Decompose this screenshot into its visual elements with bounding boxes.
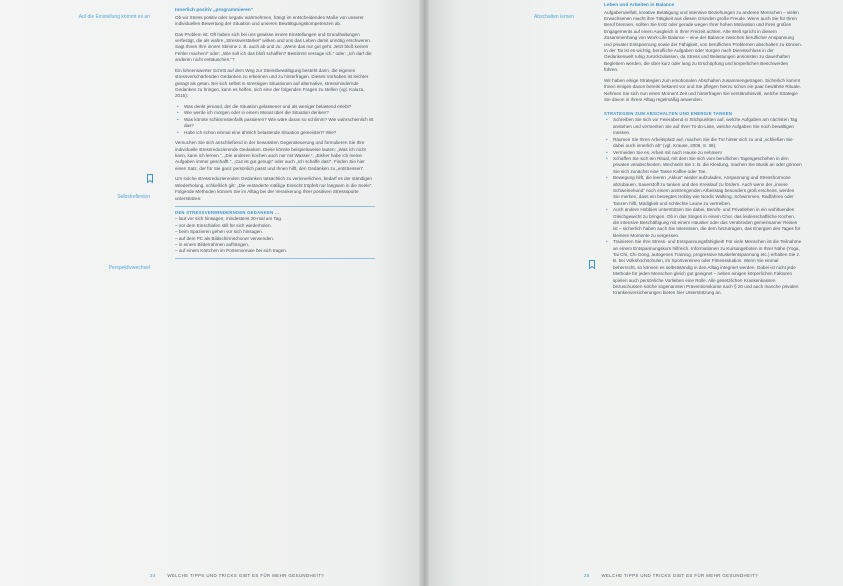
paragraph: Das Problem ist: Oft haben sich bei uns gewisse innere Einstellungen und Grundhaltungen verfestigt, die als wahre „Stressverstärker“ wirken und uns das Leben damit unnötig erschweren. Sagt Ihnen Ihre innere Stimme z. B. auch ab und zu: „Wenn das nur gut geht. Jetzt bloß keinen Fehler machen!“ oder: „Wie soll ich das bloß schaffen? Bestimmt versage ich.“ oder: „Ich darf die anderen nicht enttäuschen.“?: [175, 31, 372, 63]
list-item: • Räumen Sie Ihren Arbeitsplatz auf, machen Sie die Tür hinter sich zu und „schließen Sie dabei auch innerlich ab“ (vgl. Krause, 2008, S. 38).: [613, 137, 802, 150]
list-item: – auf einem Kärtchen im Portemonnaie bei sich tragen.: [175, 248, 288, 254]
section-title: Leben und Arbeiten in Balance: [604, 3, 675, 8]
list-item: • Was denkt jemand, der die Situation gelassener und als weniger belastend erlebt?: [184, 104, 375, 110]
list-item: – auf dem PC als Bildschirmschoner verwenden.: [175, 235, 275, 241]
list-item: • Was könnte schlimmstenfalls passieren? Wie wäre daran so schlimm? Wie wahrscheinlich ist das?: [184, 117, 375, 130]
paragraph: Aufgabenvielfalt, kreative Betätigung und intensive Beziehungen zu anderen Menschen – vielen Erwachsenen macht ihre Tätigkeit aus diesen Gründen große Freude. Wenn auch Sie für Ihren Beruf brennen, sollten Sie trotz oder gerade wegen Ihrer hohen Motivation und Ihres großen Engagements auf einen Ausgleich in Ihrer Freizeit achten. Alte Welt spricht in diesem Zusammenhang von Work-Life Balance – eine der Balance zwischen beruflicher Anspannung und privater Entspannung sowie der Fähigkeit, von beruflichen Problemen abschalten zu können. In der Tat ist es wichtig, berufliche Aufgaben oder Sorgen nach Dienstschluss in der Gedankenwelt ruhig zurückzulassen, da Stress und Belastungen ansonsten zu dauerhaften Begleitern werden, die über kurz oder lang zu Erschöpfung und körperlichen Beschwerden führen.: [604, 9, 802, 73]
list-item: – vor dem Einschlafen still für sich wiederholen.: [175, 222, 272, 228]
list-item: • Trainieren Sie Ihre Stress- und Entspannungsfähigkeit! Für viele Menschen ist die Teilnahme an einem Entspannungskurs hilfreich. Informationen zu Kursangeboten in Ihrer Nähe (Yoga, Tai Chi, Chi Gong, autogenes Training, progressive Muskelentspannung etc.) erhalten Sie z. B. bei Volkshochschulen, im Sportvereinen oder Fitnessstudios. Wenn Sie einmal beherrscht, so können es selbstständig in den Alltag integriert werden. Dabei ist nicht jede Methode für jeden Menschen gleich gut geeignet – neben einigen körperlichen Faktoren spielen auch persönliche Vorlieben eine Rolle. Alle gesetzlichen Krankenkassen bezuschussen solche sogenannten Präventionskurse nach § 20 und auch manche privaten Krankenversicherungen bieten hier Unterstützung an.: [613, 239, 802, 297]
section-title: Innerlich positiv „programmieren“: [175, 8, 254, 13]
running-title: WELCHE TIPPS UND TRICKS GIBT ES FÜR MEHR GESUNDHEIT?: [167, 573, 324, 578]
list-item: – in einem Bilderrahmen aufhängen.: [175, 241, 250, 247]
paragraph: Ein lohnenswerter Schritt auf dem Weg zur Stressbewältigung besteht darin, die eigenen stressverschärfenden Gedanken zu erkennen und zu hinterfragen. Dieses Vorhaben ist leichter gesagt als getan. Bei sich selbst in stressigen Situationen auf alternative, stressmindernde Gedanken zu bringen, kann es helfen, sich eine der folgenden Fragen zu stellen (vgl. Kaluza, 2015):: [175, 67, 369, 99]
list-item: • Vermeiden Sie es, Arbeit mit nach Hause zu nehmen!: [613, 150, 802, 156]
margin-note-selbstreflexion: Selbstreflexion: [117, 194, 150, 200]
list-item: – beim Spazieren gehen vor sich hinsagen.: [175, 229, 264, 235]
paragraph: Wir haben einige Strategien zum emotionalen Abschalten zusammengetragen. Sicherlich kommt Ihnen einiges davon bereits bekannt vor und Sie pflegen hierzu schon ein paar bewährte Rituale. Nehmen Sie sich nun einen Moment Zeit und hinterfragen Sie verständnisvoll, welche Strategie Sie davon in Ihrem Alltag regelmäßig anwenden.: [604, 77, 801, 103]
list-item: • Wie werde ich morgen oder in einem Monat über die Situation denken?: [184, 110, 375, 116]
left-column: [175, 8, 375, 259]
right-column: [604, 3, 802, 301]
margin-note-einstellung: Auf die Einstellung kommt es an: [78, 14, 150, 20]
page-number: 25: [584, 573, 590, 578]
list-item: • Schreiben Sie sich vor Feierabend in Stichpunkten auf, welche Aufgaben am nächsten Tag anstehen und vermerken Sie auf Ihrer To-do-Liste, welche Aufgaben Sie noch bewältigen müssen.: [613, 117, 802, 136]
list-item: • Auch andere Hobbies unterstützen Sie dabei, Berufs- und Privatleben in ein wohltuendes Gleichgewicht zu bringen. Ob in das Singen in einem Chor, das leidenschaftliche Kochen, die intensive Beschäftigung mit einem Haustier oder das Verabreden gemeinsamer Reisen ist – sicherlich haben auch Sie Interessen, die dem hinzutragen, das Energien des Tages für kleinere Momente zu vergessen.: [613, 207, 802, 239]
paragraph: Ob wir Stress positiv oder negativ wahrnehmen, hängt im entscheidenden Maße von unserer individuellen Bewertung der Situation und unseren Bewältigungskompetenzen ab.: [175, 14, 364, 26]
page-footer: [150, 573, 324, 578]
paragraph: Versuchen Sie sich anschließend in der bewussten Gegensteuerung und formulieren Sie Ihre individuelle stressreduzierende Gedanken. Diese könnte beispielsweise lauten: „Was ich nicht kann, kann ich lernen.“, „Die anderen kochen auch nur mit Wasser.“, „Bisher habe ich meine Aufgaben immer geschafft.“, „Gut ist gut genug!“ oder auch „Ich schaffe das!“. Finden Sie hier einen Satz, der für Sie ganz persönlich passt und Ihnen hilft, den Gedanken zu „entstressen“.: [175, 140, 366, 171]
tip-box-title: DEN STRESSVERMINDERNDEN GEDANKEN …: [175, 210, 280, 216]
list-item: • Schaffen Sie sich ein Ritual, mit dem Sie sich vom beruflichen Tagesgeschehen in den privaten verabschieden. Wechseln Sie z. B. die Kleidung, machen Sie Musik an oder gönnen Sie sich zunächst eine Tasse Kaffee oder Tee.: [613, 156, 802, 175]
right-page: [424, 0, 843, 586]
margin-note-perspektivwechsel: Perspektivwechsel: [108, 265, 150, 271]
list-item: • Habe ich schon einmal eine ähnlich belastende Situation gemeistert? Wie?: [184, 130, 375, 136]
strategy-list: [604, 117, 802, 296]
running-title: WELCHE TIPPS UND TRICKS GIBT ES FÜR MEHR GESUNDHEIT?: [601, 573, 758, 578]
margin-note-abschalten: Abschalten lernen: [533, 14, 574, 20]
bookmark-icon: [589, 260, 595, 269]
tip-box-list: [175, 216, 375, 254]
page-footer: [584, 573, 758, 578]
tip-box: [175, 206, 375, 258]
question-list: [175, 104, 375, 136]
list-title: STRATEGIEN ZUM ABSCHALTEN UND ENERGIE TANKEN: [604, 111, 733, 117]
page-number: 24: [150, 573, 156, 578]
book-gutter: [419, 0, 429, 586]
list-item: • Bewegung hilft, die leeren „Akkus“ wieder aufzuladen, Anspannung und Stresshormone abzubauen, Sauerstoff zu tanken und den Kreislauf zu fördern. Auch wenn der „innere Schweinehund“ noch einem anstrengenden Arbeitstag besonders groß erscheint, werden Sie merken, dass ein bewegtes Hobby wie Nordic Walking, Schwimmen, Radfahren oder Tanzen hilft, Müdigkeit und schlechte Laune zu vertreiben.: [613, 175, 802, 207]
bookmark-icon: [147, 174, 153, 183]
paragraph: Um solche stressreduzierenden Gedanken tatsächlich zu verinnerlichen, bedarf es der ständigen Wiederholung, schließlich gilt: „Die veränderte mäßige Einsicht tröpfelt nur langsam in die Seele“. Folgende Methoden können Sie im Alltag bei der Verankerung Ihrer positiven Stresssporte unterstützen:: [175, 176, 373, 201]
list-item: – laut vor sich hinsagen, mindestens 20-mal am Tag.: [175, 216, 283, 222]
